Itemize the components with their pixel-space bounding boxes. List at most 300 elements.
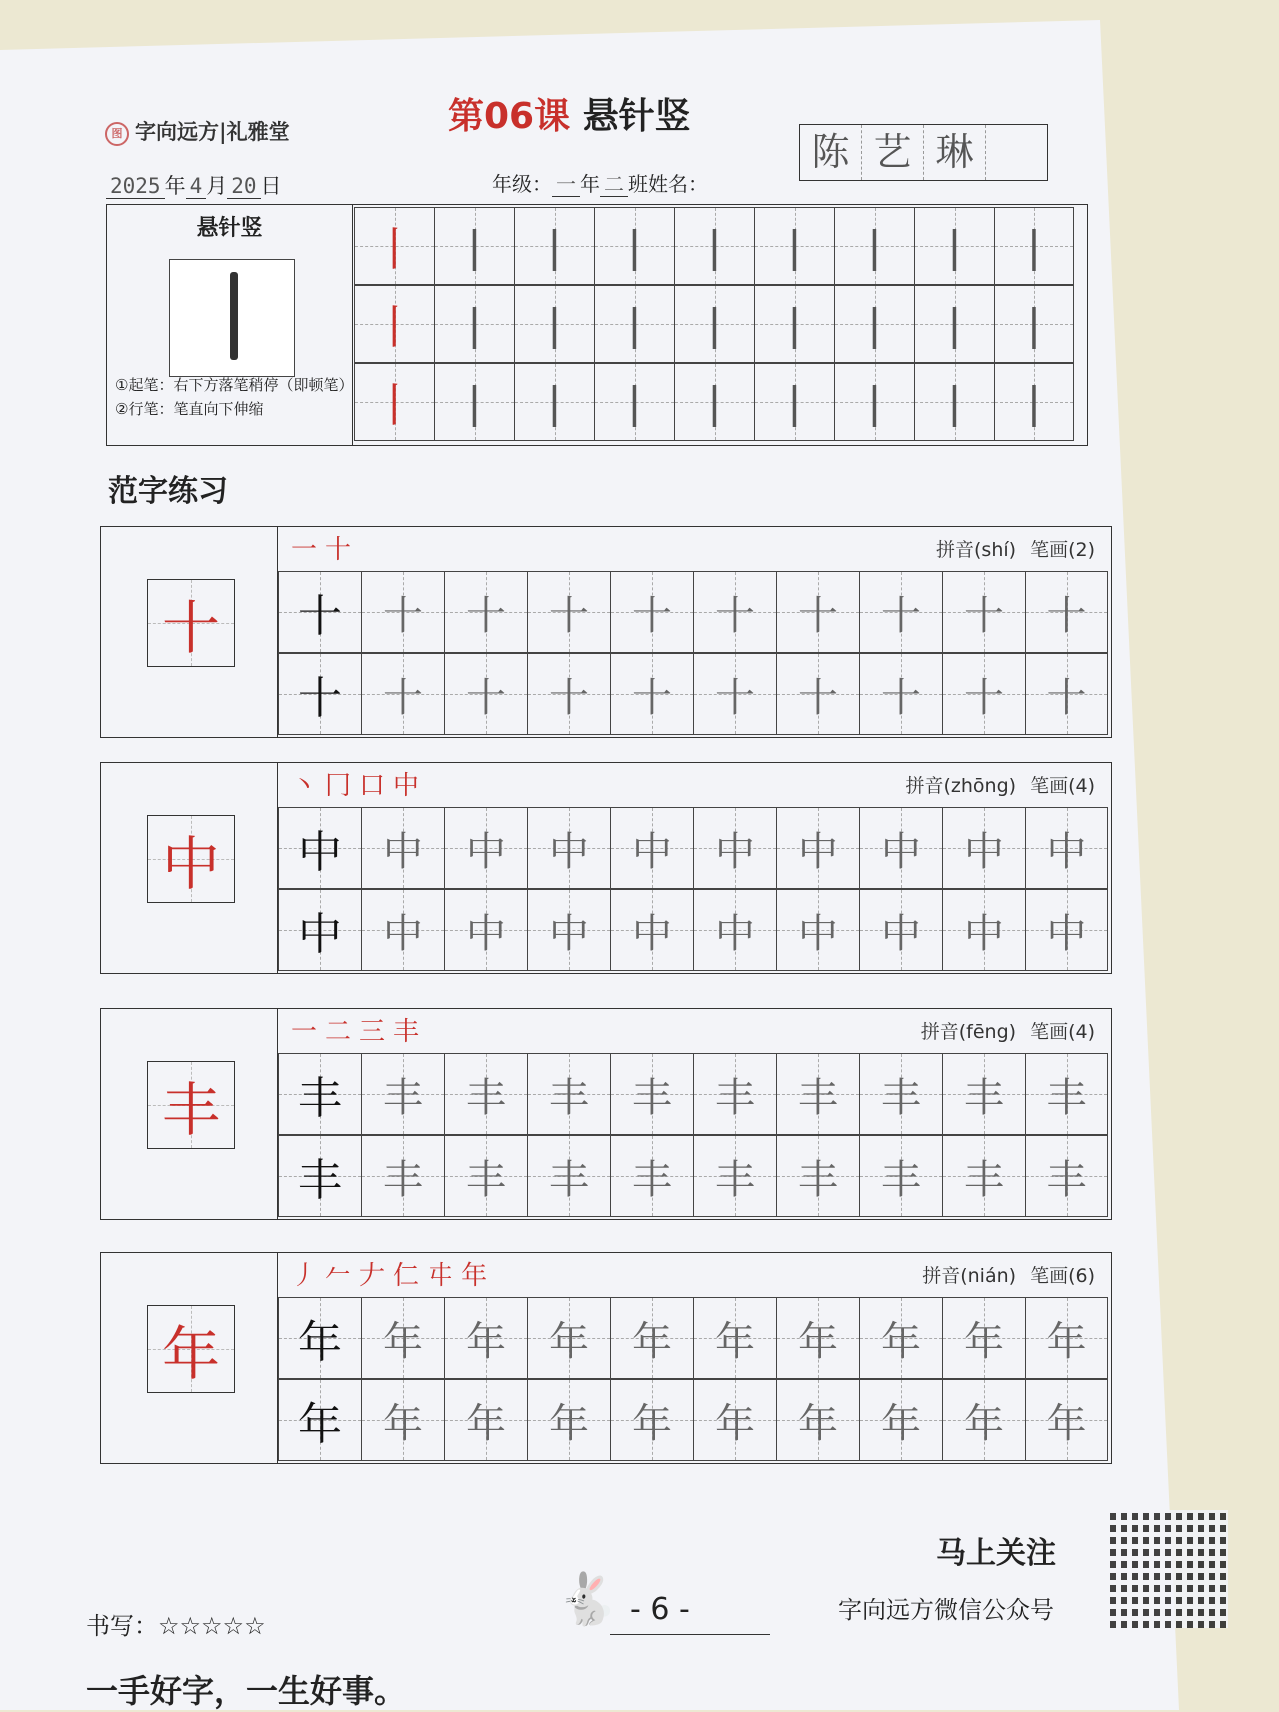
stroke-practice-cell xyxy=(834,285,914,363)
name-box xyxy=(799,124,1048,181)
stroke-order-step: 丶 xyxy=(291,771,326,801)
practice-cell-char: 年 xyxy=(798,1318,838,1365)
model-character-box xyxy=(147,579,235,667)
model-practice-cell-char: 年 xyxy=(298,1317,342,1368)
stroke-demo-illustration xyxy=(169,259,295,377)
practice-cell-char: 丰 xyxy=(881,1156,921,1203)
stroke-practice-cell xyxy=(754,363,834,441)
stroke-count-label: 笔画 xyxy=(1030,775,1069,797)
practice-cell xyxy=(444,889,527,971)
pinyin-value: (fēng) xyxy=(958,1021,1017,1043)
stroke-order-step: 㐄 xyxy=(427,1261,462,1291)
practice-cell xyxy=(361,1297,444,1379)
stroke-practice-cell-char: | xyxy=(787,377,802,427)
practice-cell xyxy=(610,1053,693,1135)
stroke-model-cell-char: 丨 xyxy=(371,222,418,276)
lesson-number: 第06课 xyxy=(448,96,571,137)
rabbit-icon: 🐇 xyxy=(556,1570,619,1628)
character-block xyxy=(100,1008,1112,1220)
practice-cell xyxy=(942,1379,1025,1461)
practice-cell xyxy=(859,889,942,971)
stroke-order xyxy=(291,1011,427,1048)
stroke-model-cell-char: 丨 xyxy=(371,300,418,354)
model-practice-cell xyxy=(278,1053,361,1135)
practice-row xyxy=(278,889,1108,971)
character-meta xyxy=(921,1017,1095,1044)
practice-cell xyxy=(776,1379,859,1461)
name-char xyxy=(986,125,1047,180)
stroke-order-step: 丿 xyxy=(291,1261,326,1291)
character-meta xyxy=(936,535,1095,562)
stroke-practice-cell xyxy=(594,285,674,363)
stroke-practice-cell xyxy=(994,285,1074,363)
practice-cell-char: 年 xyxy=(549,1400,589,1447)
grade-value: 一 xyxy=(552,172,580,197)
stroke-order xyxy=(291,529,359,566)
stroke-practice-cell xyxy=(434,363,514,441)
stroke-order-step: 年 xyxy=(461,1261,496,1291)
model-character: 丰 xyxy=(161,1076,220,1144)
model-character-box xyxy=(147,1305,235,1393)
practice-cell xyxy=(361,1053,444,1135)
qr-code xyxy=(1110,1510,1228,1628)
stroke-count-value: (4) xyxy=(1068,775,1095,797)
practice-cell xyxy=(610,1297,693,1379)
practice-cell-char: 中 xyxy=(798,828,838,875)
stroke-practice-cell-char: | xyxy=(867,299,882,349)
practice-cell-char: 丰 xyxy=(715,1074,755,1121)
practice-cell xyxy=(942,1297,1025,1379)
practice-cell xyxy=(776,1135,859,1217)
pinyin-label: 拼音 xyxy=(905,775,944,797)
grade-year-char: 年 xyxy=(580,172,600,196)
stroke-order-step: 仁 xyxy=(393,1261,428,1291)
practice-cell xyxy=(444,653,527,735)
practice-cell-char: 丰 xyxy=(715,1156,755,1203)
practice-cell xyxy=(610,1135,693,1217)
stroke-practice-cell-char: | xyxy=(467,221,482,271)
stroke-model-cell xyxy=(354,207,434,285)
practice-cell xyxy=(444,1297,527,1379)
lesson-title xyxy=(448,88,691,139)
practice-cell-char: 十 xyxy=(632,674,672,721)
model-practice-cell xyxy=(278,653,361,735)
stroke-practice-cell xyxy=(594,207,674,285)
practice-cell-char: 十 xyxy=(1046,592,1087,639)
model-practice-cell-char: 中 xyxy=(298,909,342,960)
grade-field xyxy=(492,168,708,197)
name-label: 姓名： xyxy=(648,172,708,196)
practice-cell xyxy=(527,1135,610,1217)
stroke-practice-cell-char: | xyxy=(947,221,962,271)
brand-partner: 礼雅堂 xyxy=(226,119,290,144)
practice-cell xyxy=(610,653,693,735)
practice-cell xyxy=(942,1135,1025,1217)
stroke-order-step: 二 xyxy=(325,1017,360,1047)
stroke-practice-cell xyxy=(674,285,754,363)
practice-cell-char: 年 xyxy=(964,1400,1004,1447)
practice-cell-char: 中 xyxy=(466,910,506,957)
stroke-practice-cell-char: | xyxy=(1026,299,1042,349)
stroke-practice-cell xyxy=(834,207,914,285)
model-practice-cell-char: 中 xyxy=(298,827,342,878)
stroke-practice-cell xyxy=(754,207,834,285)
grade-label: 年级： xyxy=(492,172,552,196)
stroke-order-step: 丰 xyxy=(393,1017,428,1047)
practice-cell xyxy=(527,807,610,889)
stroke-practice-cell xyxy=(834,363,914,441)
practice-cell xyxy=(527,1297,610,1379)
name-char: 艺 xyxy=(862,125,924,180)
practice-cell xyxy=(859,571,942,653)
stroke-practice-cell-char: | xyxy=(627,221,642,271)
practice-cell xyxy=(776,807,859,889)
practice-cell xyxy=(776,1053,859,1135)
practice-cell-char: 十 xyxy=(715,674,755,721)
lesson-topic: 悬针竖 xyxy=(582,96,691,137)
practice-cell-char: 中 xyxy=(964,910,1004,957)
practice-cell-char: 年 xyxy=(632,1318,672,1365)
practice-cell xyxy=(361,653,444,735)
model-practice-cell xyxy=(278,571,361,653)
practice-cell xyxy=(1025,1379,1108,1461)
model-practice-cell-char: 十 xyxy=(298,591,342,642)
stroke-practice-cell-char: | xyxy=(1026,221,1042,271)
follow-text: 马上关注 xyxy=(936,1536,1056,1571)
stroke-practice-cell xyxy=(434,285,514,363)
stroke-practice-table xyxy=(106,204,1088,446)
stroke-demo-bar xyxy=(230,272,238,360)
stroke-model-cell xyxy=(354,363,434,441)
practice-row xyxy=(278,1297,1108,1379)
pinyin-value: (shí) xyxy=(974,539,1017,561)
stroke-practice-cell xyxy=(434,207,514,285)
stroke-practice-cell xyxy=(514,285,594,363)
practice-cell xyxy=(693,653,776,735)
page-number xyxy=(630,1592,690,1627)
practice-cell xyxy=(444,807,527,889)
practice-cell-char: 十 xyxy=(466,592,506,639)
model-character: 十 xyxy=(161,594,220,662)
practice-cell-char: 十 xyxy=(383,674,423,721)
practice-cell-char: 年 xyxy=(964,1318,1004,1365)
practice-cell-char: 年 xyxy=(632,1400,672,1447)
practice-cell-char: 中 xyxy=(881,828,921,875)
practice-cell-char: 十 xyxy=(383,592,423,639)
stroke-practice-cell xyxy=(914,363,994,441)
practice-cell xyxy=(942,653,1025,735)
practice-cell xyxy=(693,1379,776,1461)
practice-cell-char: 十 xyxy=(466,674,506,721)
practice-cell-char: 丰 xyxy=(549,1074,589,1121)
date-year-suffix: 年 xyxy=(164,174,186,198)
wechat-account-text: 字向远方微信公众号 xyxy=(838,1596,1054,1624)
practice-cell xyxy=(610,1379,693,1461)
model-practice-cell xyxy=(278,1135,361,1217)
practice-cell xyxy=(942,1053,1025,1135)
model-practice-cell xyxy=(278,1379,361,1461)
stroke-grid-row xyxy=(354,207,1074,285)
practice-cell-char: 丰 xyxy=(1046,1074,1087,1121)
practice-cell xyxy=(693,807,776,889)
practice-cell-char: 丰 xyxy=(964,1156,1004,1203)
stroke-practice-cell-char: | xyxy=(547,299,562,349)
model-practice-cell-char: 年 xyxy=(298,1399,342,1450)
stroke-order-step: 三 xyxy=(359,1017,394,1047)
stroke-practice-cell-char: | xyxy=(467,299,482,349)
stroke-practice-cell-char: | xyxy=(1026,377,1042,427)
practice-cell-char: 丰 xyxy=(632,1074,672,1121)
date-day-suffix: 日 xyxy=(260,174,282,198)
practice-cell-char: 年 xyxy=(1046,1318,1087,1365)
stroke-order xyxy=(291,765,427,802)
practice-cell-char: 十 xyxy=(549,592,589,639)
practice-cell-char: 中 xyxy=(632,910,672,957)
practice-cell xyxy=(776,889,859,971)
practice-cell-char: 年 xyxy=(383,1318,423,1365)
practice-cell xyxy=(1025,1053,1108,1135)
character-block xyxy=(100,1252,1112,1464)
pinyin-label: 拼音 xyxy=(936,539,975,561)
model-character-box xyxy=(147,1061,235,1149)
practice-cell xyxy=(1025,1297,1108,1379)
practice-row xyxy=(278,1053,1108,1135)
practice-cell-char: 丰 xyxy=(549,1156,589,1203)
stroke-practice-cell xyxy=(914,207,994,285)
practice-cell xyxy=(859,1297,942,1379)
character-block xyxy=(100,526,1112,738)
stroke-practice-cell-char: | xyxy=(627,299,642,349)
practice-cell xyxy=(527,653,610,735)
stroke-practice-cell-char: | xyxy=(707,377,722,427)
practice-cell xyxy=(527,889,610,971)
practice-cell-char: 年 xyxy=(881,1400,921,1447)
practice-cell xyxy=(361,889,444,971)
practice-cell-char: 十 xyxy=(798,592,838,639)
practice-cell xyxy=(610,889,693,971)
practice-cell xyxy=(859,653,942,735)
model-character-box xyxy=(147,815,235,903)
stroke-order-step: 口 xyxy=(359,771,394,801)
stroke-tip-2: ②行笔：笔直向下伸缩 xyxy=(115,400,264,418)
practice-cell-char: 年 xyxy=(798,1400,838,1447)
pinyin-label: 拼音 xyxy=(920,1021,959,1043)
practice-cell-char: 中 xyxy=(715,910,755,957)
practice-cell-char: 十 xyxy=(964,674,1004,721)
practice-cell xyxy=(776,571,859,653)
practice-cell-char: 中 xyxy=(549,910,589,957)
practice-cell xyxy=(1025,571,1108,653)
practice-cell xyxy=(693,1297,776,1379)
practice-cell xyxy=(942,571,1025,653)
practice-cell-char: 丰 xyxy=(881,1074,921,1121)
practice-cell xyxy=(1025,1135,1108,1217)
practice-cell xyxy=(610,571,693,653)
stroke-practice-cell-char: | xyxy=(867,221,882,271)
model-practice-cell-char: 丰 xyxy=(298,1073,342,1124)
practice-cell xyxy=(859,1379,942,1461)
practice-cell-char: 丰 xyxy=(466,1074,506,1121)
rating-stars: ☆☆☆☆☆ xyxy=(158,1612,266,1640)
practice-cell-char: 年 xyxy=(881,1318,921,1365)
stroke-practice-cell-char: | xyxy=(867,377,882,427)
stroke-practice-cell-char: | xyxy=(947,377,962,427)
stroke-practice-cell xyxy=(594,363,674,441)
stroke-instruction-panel xyxy=(107,205,353,445)
practice-cell xyxy=(859,1053,942,1135)
stroke-count-value: (2) xyxy=(1068,539,1095,561)
character-meta xyxy=(922,1261,1095,1288)
stroke-count-value: (6) xyxy=(1068,1265,1095,1287)
practice-cell-char: 年 xyxy=(1046,1400,1087,1447)
stroke-practice-cell-char: | xyxy=(627,377,642,427)
stroke-practice-cell xyxy=(994,207,1074,285)
practice-cell-char: 十 xyxy=(964,592,1004,639)
practice-cell xyxy=(1025,807,1108,889)
name-char: 琳 xyxy=(924,125,986,180)
practice-cell-char: 丰 xyxy=(466,1156,506,1203)
practice-cell-char: 丰 xyxy=(383,1074,423,1121)
date-month: 4 xyxy=(186,174,207,199)
stroke-practice-cell xyxy=(674,363,754,441)
practice-cell xyxy=(776,1297,859,1379)
model-practice-cell xyxy=(278,807,361,889)
stroke-practice-cell-char: | xyxy=(547,221,562,271)
practice-cell-char: 丰 xyxy=(632,1156,672,1203)
stroke-count-value: (4) xyxy=(1068,1021,1095,1043)
practice-cell xyxy=(693,571,776,653)
page-number-text: - 6 - xyxy=(630,1592,690,1627)
stroke-tip-1: ①起笔：右下方落笔稍停（即顿笔） xyxy=(115,376,354,394)
practice-cell-char: 中 xyxy=(383,828,423,875)
stroke-practice-cell xyxy=(674,207,754,285)
practice-cell-char: 年 xyxy=(466,1318,506,1365)
stroke-practice-cell-char: | xyxy=(787,221,802,271)
model-character: 年 xyxy=(161,1320,220,1388)
practice-cell-char: 十 xyxy=(881,674,921,721)
brand-separator: | xyxy=(219,119,227,144)
practice-cell-char: 十 xyxy=(632,592,672,639)
character-block xyxy=(100,762,1112,974)
practice-cell xyxy=(693,1053,776,1135)
stroke-order xyxy=(291,1255,495,1292)
stroke-practice-cell xyxy=(914,285,994,363)
practice-cell xyxy=(361,1379,444,1461)
date-field xyxy=(106,170,282,200)
stroke-order-step: 冂 xyxy=(325,771,360,801)
stroke-order-step: 中 xyxy=(393,771,428,801)
brand-name: 字向远方 xyxy=(135,119,219,144)
practice-cell xyxy=(859,807,942,889)
stroke-tips xyxy=(115,373,354,421)
practice-cell-char: 十 xyxy=(715,592,755,639)
practice-cell-char: 中 xyxy=(1046,828,1087,875)
stroke-practice-cell-char: | xyxy=(787,299,802,349)
practice-cell xyxy=(610,807,693,889)
model-practice-cell-char: 十 xyxy=(298,673,342,724)
writing-label: 书写： xyxy=(86,1612,158,1640)
stroke-practice-cell-char: | xyxy=(707,221,722,271)
practice-cell-char: 中 xyxy=(466,828,506,875)
stroke-count-label: 笔画 xyxy=(1030,539,1069,561)
model-practice-cell-char: 丰 xyxy=(298,1155,342,1206)
practice-cell-char: 年 xyxy=(715,1400,755,1447)
page-number-underline xyxy=(610,1634,770,1635)
practice-cell-char: 十 xyxy=(549,674,589,721)
practice-cell-char: 中 xyxy=(715,828,755,875)
practice-cell xyxy=(942,807,1025,889)
practice-cell-char: 丰 xyxy=(1046,1156,1087,1203)
practice-cell xyxy=(444,1053,527,1135)
model-practice-cell xyxy=(278,1297,361,1379)
stroke-grid-row xyxy=(354,285,1074,363)
practice-cell-char: 丰 xyxy=(383,1156,423,1203)
practice-cell-char: 十 xyxy=(798,674,838,721)
stroke-practice-cell-char: | xyxy=(707,299,722,349)
stroke-grid-row xyxy=(354,363,1074,441)
brand-logo xyxy=(105,116,290,146)
stroke-practice-cell xyxy=(994,363,1074,441)
practice-cell xyxy=(1025,889,1108,971)
stroke-practice-cell xyxy=(754,285,834,363)
stroke-order-step: 一 xyxy=(291,535,326,565)
date-year: 2025 xyxy=(106,174,165,199)
practice-cell xyxy=(361,1135,444,1217)
practice-cell xyxy=(444,1135,527,1217)
date-month-suffix: 月 xyxy=(206,174,228,198)
practice-cell-char: 十 xyxy=(1046,674,1087,721)
practice-cell-char: 中 xyxy=(1046,910,1087,957)
practice-cell xyxy=(361,807,444,889)
practice-cell xyxy=(444,1379,527,1461)
stroke-practice-cell-char: | xyxy=(467,377,482,427)
practice-cell xyxy=(693,889,776,971)
practice-cell-char: 年 xyxy=(549,1318,589,1365)
class-value: 二 xyxy=(600,172,628,197)
practice-cell xyxy=(527,1379,610,1461)
model-character: 中 xyxy=(161,830,220,898)
character-meta xyxy=(905,771,1095,798)
practice-cell-char: 年 xyxy=(466,1400,506,1447)
practice-cell-char: 年 xyxy=(383,1400,423,1447)
pinyin-label: 拼音 xyxy=(922,1265,961,1287)
practice-cell-char: 年 xyxy=(715,1318,755,1365)
practice-cell-char: 中 xyxy=(798,910,838,957)
practice-cell-char: 中 xyxy=(549,828,589,875)
stroke-order-step: 一 xyxy=(291,1017,326,1047)
stroke-practice-cell-char: | xyxy=(947,299,962,349)
stroke-model-cell-char: 丨 xyxy=(371,378,418,432)
practice-cell-char: 十 xyxy=(881,592,921,639)
practice-row xyxy=(278,653,1108,735)
stroke-practice-cell-char: | xyxy=(547,377,562,427)
date-day: 20 xyxy=(227,174,260,199)
stroke-order-step: 十 xyxy=(325,535,360,565)
practice-row xyxy=(278,1135,1108,1217)
section-heading: 范字练习 xyxy=(108,474,228,509)
practice-cell-char: 中 xyxy=(383,910,423,957)
practice-cell xyxy=(444,571,527,653)
pinyin-value: (zhōng) xyxy=(943,775,1017,797)
stroke-order-step: 𠂉 xyxy=(325,1261,360,1291)
stroke-order-step: 𠂇 xyxy=(359,1261,394,1291)
practice-cell xyxy=(776,653,859,735)
practice-cell-char: 中 xyxy=(632,828,672,875)
practice-cell xyxy=(527,1053,610,1135)
practice-cell xyxy=(942,889,1025,971)
motto: 一手好字，一生好事。 xyxy=(86,1672,407,1710)
stroke-heading: 悬针竖 xyxy=(196,216,263,241)
